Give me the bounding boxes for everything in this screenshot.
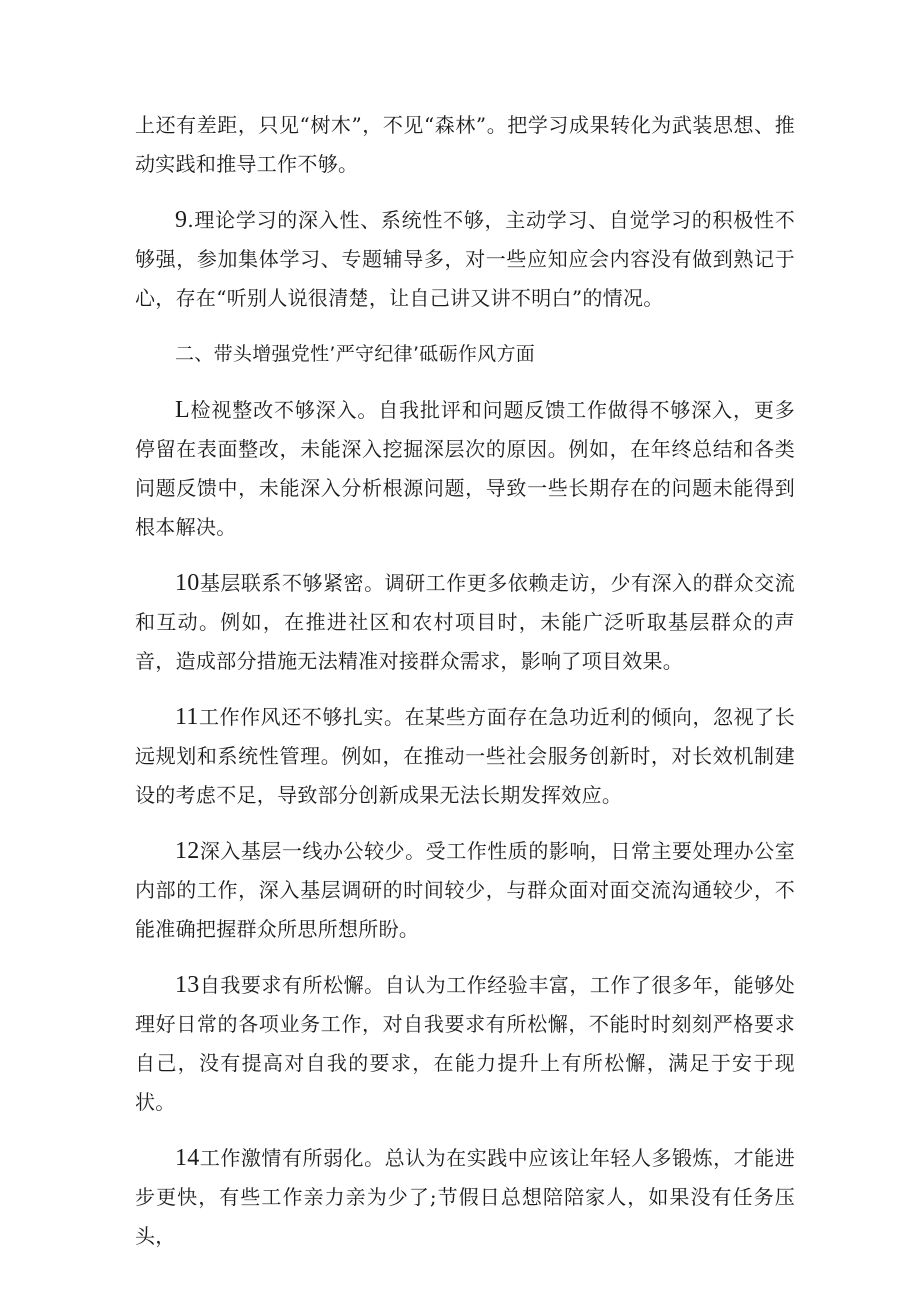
item-number: 12 bbox=[175, 838, 200, 864]
paragraph-item-10 bbox=[135, 564, 795, 681]
paragraph-item-l bbox=[135, 391, 795, 547]
paragraph-item-12 bbox=[135, 832, 795, 949]
paragraph-text: 自我要求有所松懈。自认为工作经验丰富，工作了很多年，能够处理好日常的各项业务工作，对自我要求有所松懈，不能时时刻刻严格要求自己，没有提高对自我的要求，在能力提升上有所松懈，满足于安于现状。 bbox=[135, 973, 795, 1114]
item-number: 9 bbox=[175, 207, 188, 233]
item-number: L bbox=[175, 397, 190, 423]
paragraph-item-11 bbox=[135, 698, 795, 815]
paragraph-text: 工作激情有所弱化。总认为在实践中应该让年轻人多锻炼，才能进步更快，有些工作亲力亲为少了;节假日总想陪陪家人，如果没有任务压头， bbox=[135, 1146, 795, 1248]
paragraph-text: 上还有差距，只见“树木”，不见“森林”。把学习成果转化为武装思想、推动实践和推导工作不够。 bbox=[135, 113, 795, 176]
paragraph-item-13 bbox=[135, 966, 795, 1122]
item-number: 13 bbox=[175, 972, 200, 998]
paragraph-item-14 bbox=[135, 1139, 795, 1256]
paragraph-text: 检视整改不够深入。自我批评和问题反馈工作做得不够深入，更多停留在表面整改，未能深入挖掘深层次的原因。例如，在年终总结和各类问题反馈中，未能深入分析根源问题，导致一些长期存在的问题未能得到根本解决。 bbox=[135, 398, 795, 539]
paragraph-continued bbox=[135, 106, 795, 184]
paragraph-text: 工作作风还不够扎实。在某些方面存在急功近利的倾向，忽视了长远规划和系统性管理。例如，在推动一些社会服务创新时，对长效机制建设的考虑不足，导致部分创新成果无法长期发挥效应。 bbox=[135, 705, 795, 807]
section-heading: 二、带头增强党性’严守纪律’砥砺作风方面 bbox=[175, 343, 536, 365]
paragraph-item-9 bbox=[135, 201, 795, 318]
paragraph-text: 基层联系不够紧密。调研工作更多依赖走访，少有深入的群众交流和互动。例如，在推进社区和农村项目时，未能广泛听取基层群众的声音，造成部分措施无法精准对接群众需求，影响了项目效果。 bbox=[135, 571, 795, 673]
document-body bbox=[135, 106, 795, 1273]
paragraph-text: 深入基层一线办公较少。受工作性质的影响，日常主要处理办公室内部的工作，深入基层调研的时间较少，与群众面对面交流沟通较少，不能准确把握群众所思所想所盼。 bbox=[135, 839, 795, 941]
item-number: 11 bbox=[175, 704, 199, 730]
paragraph-text: .理论学习的深入性、系统性不够，主动学习、自觉学习的积极性不够强，参加集体学习、专题辅导多，对一些应知应会内容没有做到熟记于心，存在“听别人说很清楚，让自己讲又讲不明白”的情况。 bbox=[135, 208, 795, 310]
item-number: 14 bbox=[175, 1145, 200, 1171]
item-number: 10 bbox=[175, 570, 200, 596]
